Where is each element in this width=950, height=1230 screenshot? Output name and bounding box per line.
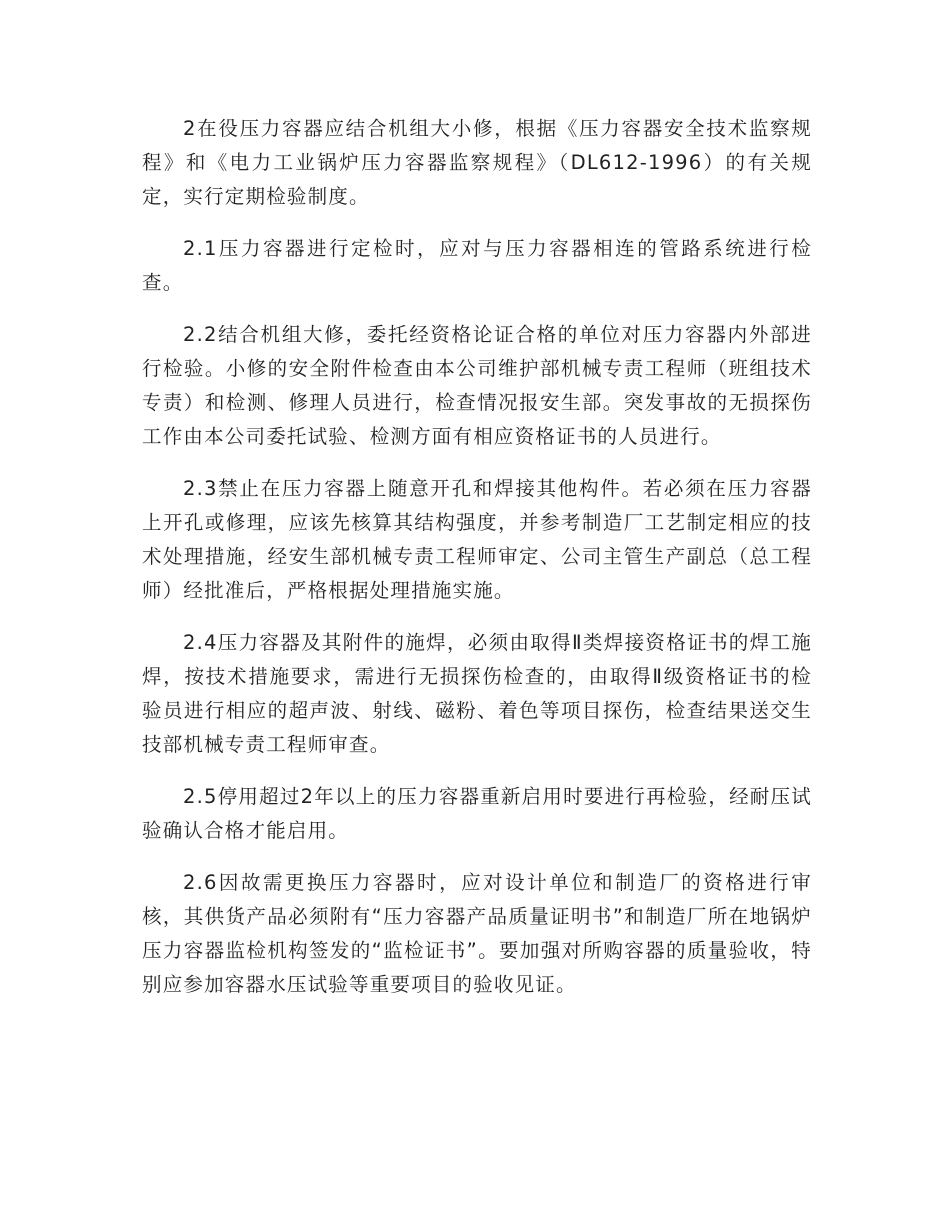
paragraph-2-6: 2.6因故需更换压力容器时，应对设计单位和制造厂的资格进行审核，其供货产品必须附有“压力容器产品质量证明书”和制造厂所在地锅炉压力容器监检机构签发的“监检证书”。要加强对所购容器的质量验收，特别应参加容器水压试验等重要项目的验收见证。 bbox=[142, 871, 812, 996]
paragraph-2-2: 2.2结合机组大修，委托经资格论证合格的单位对压力容器内外部进行检验。小修的安全附件检查由本公司维护部机械专责工程师（班组技术专责）和检测、修理人员进行，检查情况报安生部。突发事故的无损探伤工作由本公司委托试验、检测方面有相应资格证书的人员进行。 bbox=[142, 323, 812, 448]
paragraph-2-4: 2.4压力容器及其附件的施焊，必须由取得Ⅱ类焊接资格证书的焊工施焊，按技术措施要求，需进行无损探伤检查的，由取得Ⅱ级资格证书的检验员进行相应的超声波、射线、磁粉、着色等项目探伤，检查结果送交生技部机械专责工程师审查。 bbox=[142, 631, 812, 756]
paragraph-2: 2在役压力容器应结合机组大小修，根据《压力容器安全技术监察规程》和《电力工业锅炉压力容器监察规程》（DL612-1996）的有关规定，实行定期检验制度。 bbox=[142, 117, 812, 208]
paragraph-2-5: 2.5停用超过2年以上的压力容器重新启用时要进行再检验，经耐压试验确认合格才能启用。 bbox=[142, 785, 812, 842]
paragraph-2-1: 2.1压力容器进行定检时，应对与压力容器相连的管路系统进行检查。 bbox=[142, 237, 812, 294]
document-body bbox=[142, 112, 812, 1020]
paragraph-2-3: 2.3禁止在压力容器上随意开孔和焊接其他构件。若必须在压力容器上开孔或修理，应该先核算其结构强度，并参考制造厂工艺制定相应的技术处理措施，经安生部机械专责工程师审定、公司主管生产副总（总工程师）经批准后，严格根据处理措施实施。 bbox=[142, 477, 812, 602]
